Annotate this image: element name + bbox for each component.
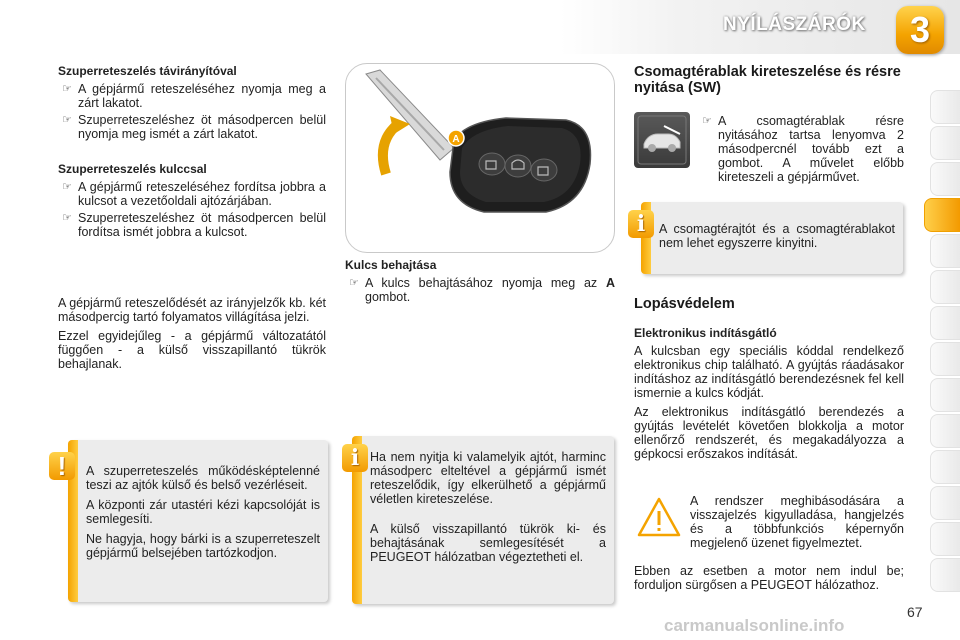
trunk-heading: Csomagtérablak kireteszelése és résre nyitása (SW) — [634, 64, 901, 96]
hand-pointing-icon: ☞ — [62, 114, 72, 126]
paragraph: A rendszer meghibásodására a visszajelzés kigyulladása, hangjelzés és a többfunkciós képernyőn megjelenő üzenet figyelmeztet. — [690, 494, 904, 550]
page-number: 67 — [907, 604, 923, 620]
key-heading: Szuperreteszelés kulccsal — [58, 162, 207, 176]
paragraph: A külső visszapillantó tükrök ki- és behajtásának semlegesítését a PEUGEOT hálózatban végeztetheti el. — [370, 522, 606, 564]
hand-pointing-icon: ☞ — [349, 277, 359, 289]
immob-heading: Elektronikus indításgátló — [634, 326, 777, 340]
side-tab[interactable] — [930, 414, 960, 448]
key-label-text: A — [452, 134, 460, 145]
paragraph: A gépjármű reteszelődését az irányjelzők kb. két másodpercig tartó folyamatos villágítása jelzi. — [58, 296, 326, 324]
left-paragraphs — [58, 296, 326, 376]
side-tabs — [930, 90, 960, 594]
trunk-button-icon — [634, 112, 690, 168]
bullet-text: Szuperreteszeléshez öt másodpercen belül fordítsa ismét jobbra a kulcsot. — [78, 211, 326, 239]
remote-heading: Szuperreteszelés távirányítóval — [58, 64, 237, 78]
list-item — [58, 211, 326, 239]
hand-pointing-icon: ☞ — [62, 83, 72, 95]
warning-icon — [636, 496, 682, 538]
trunk-section — [634, 64, 904, 96]
side-tab[interactable] — [930, 126, 960, 160]
bullet-text: A csomagtérablak résre nyitásához tartsa lenyomva 2 másodpercnél tovább ezt a gombot. A művelet előbb kireteszeli a gépjárművet. — [718, 114, 904, 184]
side-tab[interactable] — [930, 90, 960, 124]
paragraph: Ezzel egyidejűleg - a gépjármű változatától függően - a külső visszapillantó tükrök behajlanak. — [58, 329, 326, 371]
list-item — [58, 82, 326, 110]
list-item — [58, 180, 326, 208]
section-title: NYÍLÁSZÁRÓK — [723, 14, 866, 35]
fault-action — [634, 564, 904, 597]
warning-icon: ! — [49, 452, 75, 480]
paragraph: A csomagtérajtót és a csomagtérablakot nem lehet egyszerre kinyitni. — [659, 222, 895, 250]
info-icon: i — [342, 444, 368, 472]
fold-text-post: gombot. — [365, 290, 411, 304]
side-tab[interactable] — [930, 270, 960, 304]
trunk-button — [505, 155, 531, 177]
list-item — [345, 276, 615, 304]
bullet-text: A gépjármű reteszeléséhez nyomja meg a zárt lakatot. — [78, 82, 326, 110]
bullet-text: Szuperreteszeléshez öt másodpercen belül nyomja meg ismét a zárt lakatot. — [78, 113, 326, 141]
list-item — [58, 113, 326, 141]
bullet-text: A gépjármű reteszeléséhez fordítsa jobbra a kulcsot a vezetőoldali ajtózárjában. — [78, 180, 326, 208]
side-tab[interactable] — [930, 450, 960, 484]
side-tab-active[interactable] — [924, 198, 960, 232]
bullet-text — [365, 276, 615, 304]
paragraph: A szuperreteszelés működésképtelenné teszi az ajtók külső és belső vezérléseit. — [86, 464, 320, 492]
paragraph: A központi zár utastéri kézi kapcsolóját is semlegesíti. — [86, 498, 320, 526]
paragraph: Az elektronikus indításgátló berendezés a gyújtás levételét követően blokkolja a motor ellenőrző rendszerét, és megakadályozza a gépkocsi erőszakos indítását. — [634, 405, 904, 461]
warning-box — [68, 440, 328, 602]
hand-pointing-icon: ☞ — [62, 181, 72, 193]
side-tab[interactable] — [930, 486, 960, 520]
hand-pointing-icon: ☞ — [62, 212, 72, 224]
side-tab[interactable] — [930, 558, 960, 592]
fold-key-label: A — [605, 276, 615, 290]
unlock-button — [479, 153, 505, 175]
side-tab[interactable] — [930, 234, 960, 268]
paragraph: A kulcsban egy speciális kóddal rendelkező elektronikus chip található. A gyújtás ráadásakor indításhoz az indításgátló berendezésnek fel kell ismernie a kulcs kódját. — [634, 344, 904, 400]
fold-heading: Kulcs behajtása — [345, 258, 437, 272]
fold-section — [345, 258, 615, 307]
trunk-info-box — [641, 202, 903, 274]
side-tab[interactable] — [930, 378, 960, 412]
paragraph: Ha nem nyitja ki valamelyik ajtót, harminc másodperc elteltével a gépjármű ismét reteszelődik, így elkerülhető a gépjármű véletlen kireteszelése. — [370, 450, 606, 506]
lock-button — [531, 159, 557, 181]
side-tab[interactable] — [930, 342, 960, 376]
info-icon: i — [628, 210, 654, 238]
fold-text-pre: A kulcs behajtásához nyomja meg az — [365, 276, 598, 290]
watermark: carmanualsonline.info — [664, 616, 845, 635]
key-illustration — [345, 63, 615, 253]
chapter-badge: 3 — [896, 6, 944, 54]
theft-section — [634, 296, 904, 466]
fault-text — [690, 494, 904, 555]
paragraph: Ne hagyja, hogy bárki is a szuperreteszelt gépjármű belsejében tartózkodjon. — [86, 532, 320, 560]
side-tab[interactable] — [930, 162, 960, 196]
left-column — [58, 64, 326, 242]
key-fob-image — [346, 64, 615, 253]
side-tab[interactable] — [930, 306, 960, 340]
hand-pointing-icon: ☞ — [702, 115, 712, 127]
info-box — [352, 436, 614, 604]
trunk-bullet — [698, 114, 904, 187]
list-item — [698, 114, 904, 184]
theft-heading: Lopásvédelem — [634, 296, 735, 312]
side-tab[interactable] — [930, 522, 960, 556]
paragraph: Ebben az esetben a motor nem indul be; forduljon sürgősen a PEUGEOT hálózathoz. — [634, 564, 904, 592]
